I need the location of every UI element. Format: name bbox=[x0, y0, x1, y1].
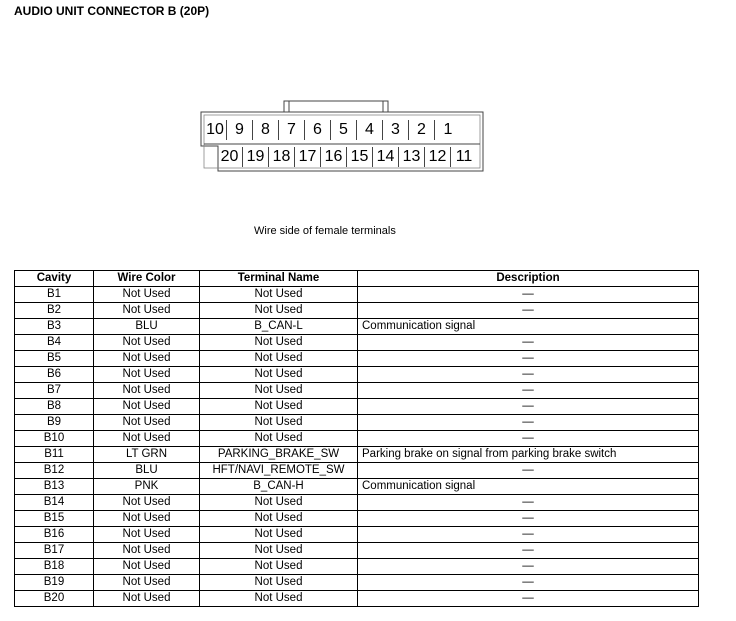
cavity-cell: B11 bbox=[15, 447, 94, 463]
table-row bbox=[15, 431, 699, 447]
terminal-name-cell: Not Used bbox=[200, 559, 358, 575]
description-cell: — bbox=[358, 559, 699, 575]
cavity-cell: B3 bbox=[15, 319, 94, 335]
header-wire-color: Wire Color bbox=[94, 271, 200, 287]
terminal-name-cell: Not Used bbox=[200, 575, 358, 591]
pin-label: 13 bbox=[399, 147, 425, 167]
table-row bbox=[15, 335, 699, 351]
cavity-cell: B18 bbox=[15, 559, 94, 575]
cavity-cell: B12 bbox=[15, 463, 94, 479]
wire-color-cell: Not Used bbox=[94, 383, 200, 399]
terminal-name-cell: Not Used bbox=[200, 431, 358, 447]
cavity-cell: B5 bbox=[15, 351, 94, 367]
description-cell: — bbox=[358, 415, 699, 431]
terminal-name-cell: B_CAN-H bbox=[200, 479, 358, 495]
wire-color-cell: Not Used bbox=[94, 303, 200, 319]
wire-color-cell: BLU bbox=[94, 319, 200, 335]
diagram-caption: Wire side of female terminals bbox=[254, 225, 396, 237]
wire-color-cell: Not Used bbox=[94, 527, 200, 543]
table-row bbox=[15, 319, 699, 335]
pin-label: 14 bbox=[373, 147, 399, 167]
wire-color-cell: BLU bbox=[94, 463, 200, 479]
connector-top-row bbox=[204, 120, 461, 140]
page-title: AUDIO UNIT CONNECTOR B (20P) bbox=[14, 4, 210, 18]
terminal-name-cell: Not Used bbox=[200, 511, 358, 527]
pin-label: 6 bbox=[305, 120, 331, 140]
terminal-name-cell: B_CAN-L bbox=[200, 319, 358, 335]
description-cell: — bbox=[358, 591, 699, 607]
pin-label: 17 bbox=[295, 147, 321, 167]
pin-label: 10 bbox=[204, 120, 227, 140]
table-header-row bbox=[15, 271, 699, 287]
wire-color-cell: PNK bbox=[94, 479, 200, 495]
table-row bbox=[15, 383, 699, 399]
table-row bbox=[15, 351, 699, 367]
description-cell: — bbox=[358, 399, 699, 415]
table-row bbox=[15, 543, 699, 559]
description-cell: Communication signal bbox=[358, 479, 699, 495]
terminal-name-cell: Not Used bbox=[200, 591, 358, 607]
pin-label: 16 bbox=[321, 147, 347, 167]
pin-label: 8 bbox=[253, 120, 279, 140]
cavity-cell: B9 bbox=[15, 415, 94, 431]
wire-color-cell: Not Used bbox=[94, 287, 200, 303]
cavity-cell: B1 bbox=[15, 287, 94, 303]
table-row bbox=[15, 399, 699, 415]
description-cell: — bbox=[358, 511, 699, 527]
terminal-name-cell: Not Used bbox=[200, 351, 358, 367]
cavity-cell: B16 bbox=[15, 527, 94, 543]
pin-label: 3 bbox=[383, 120, 409, 140]
terminal-name-cell: Not Used bbox=[200, 367, 358, 383]
table-row bbox=[15, 287, 699, 303]
cavity-cell: B13 bbox=[15, 479, 94, 495]
description-cell: — bbox=[358, 463, 699, 479]
terminal-name-cell: Not Used bbox=[200, 399, 358, 415]
terminal-name-cell: Not Used bbox=[200, 383, 358, 399]
wire-color-cell: Not Used bbox=[94, 367, 200, 383]
wire-color-cell: Not Used bbox=[94, 431, 200, 447]
pin-label: 1 bbox=[443, 121, 453, 138]
pin-label: 19 bbox=[243, 147, 269, 167]
header-terminal-name: Terminal Name bbox=[200, 271, 358, 287]
pin-label: 7 bbox=[279, 120, 305, 140]
description-cell: — bbox=[358, 383, 699, 399]
table-row bbox=[15, 527, 699, 543]
table-row bbox=[15, 511, 699, 527]
pin-label: 5 bbox=[331, 120, 357, 140]
description-cell: — bbox=[358, 303, 699, 319]
description-cell: Communication signal bbox=[358, 319, 699, 335]
pin-label: 18 bbox=[269, 147, 295, 167]
wire-color-cell: LT GRN bbox=[94, 447, 200, 463]
cavity-cell: B4 bbox=[15, 335, 94, 351]
table-row bbox=[15, 415, 699, 431]
description-cell: — bbox=[358, 287, 699, 303]
terminal-name-cell: Not Used bbox=[200, 335, 358, 351]
description-cell: — bbox=[358, 527, 699, 543]
pinout-table bbox=[14, 270, 699, 607]
wire-color-cell: Not Used bbox=[94, 511, 200, 527]
wire-color-cell: Not Used bbox=[94, 591, 200, 607]
terminal-name-cell: Not Used bbox=[200, 415, 358, 431]
table-row bbox=[15, 591, 699, 607]
cavity-cell: B14 bbox=[15, 495, 94, 511]
description-cell: — bbox=[358, 495, 699, 511]
table-row bbox=[15, 495, 699, 511]
terminal-name-cell: PARKING_BRAKE_SW bbox=[200, 447, 358, 463]
pin-label: 4 bbox=[357, 120, 383, 140]
wire-color-cell: Not Used bbox=[94, 543, 200, 559]
connector-bottom-row bbox=[217, 147, 477, 167]
terminal-name-cell: HFT/NAVI_REMOTE_SW bbox=[200, 463, 358, 479]
cavity-cell: B6 bbox=[15, 367, 94, 383]
connector-face-diagram bbox=[200, 100, 484, 172]
pin-label: 15 bbox=[347, 147, 373, 167]
description-cell: — bbox=[358, 335, 699, 351]
table-row bbox=[15, 463, 699, 479]
table-row bbox=[15, 367, 699, 383]
cavity-cell: B15 bbox=[15, 511, 94, 527]
wire-color-cell: Not Used bbox=[94, 495, 200, 511]
description-cell: — bbox=[358, 431, 699, 447]
pin-label: 11 bbox=[455, 148, 473, 165]
terminal-name-cell: Not Used bbox=[200, 303, 358, 319]
description-cell: — bbox=[358, 543, 699, 559]
wire-color-cell: Not Used bbox=[94, 575, 200, 591]
wire-color-cell: Not Used bbox=[94, 415, 200, 431]
wire-color-cell: Not Used bbox=[94, 399, 200, 415]
table-row bbox=[15, 559, 699, 575]
terminal-name-cell: Not Used bbox=[200, 543, 358, 559]
pin-label: 2 bbox=[409, 120, 435, 140]
header-description: Description bbox=[358, 271, 699, 287]
pin-label: 20 bbox=[217, 147, 243, 167]
description-cell: — bbox=[358, 575, 699, 591]
pin-label: 9 bbox=[227, 120, 253, 140]
table-row bbox=[15, 479, 699, 495]
cavity-cell: B20 bbox=[15, 591, 94, 607]
wire-color-cell: Not Used bbox=[94, 335, 200, 351]
table-row bbox=[15, 575, 699, 591]
terminal-name-cell: Not Used bbox=[200, 495, 358, 511]
cavity-cell: B19 bbox=[15, 575, 94, 591]
description-cell: — bbox=[358, 351, 699, 367]
cavity-cell: B10 bbox=[15, 431, 94, 447]
table-row bbox=[15, 447, 699, 463]
cavity-cell: B8 bbox=[15, 399, 94, 415]
cavity-cell: B2 bbox=[15, 303, 94, 319]
terminal-name-cell: Not Used bbox=[200, 287, 358, 303]
wire-color-cell: Not Used bbox=[94, 559, 200, 575]
description-cell: — bbox=[358, 367, 699, 383]
terminal-name-cell: Not Used bbox=[200, 527, 358, 543]
wire-color-cell: Not Used bbox=[94, 351, 200, 367]
cavity-cell: B7 bbox=[15, 383, 94, 399]
table-row bbox=[15, 303, 699, 319]
cavity-cell: B17 bbox=[15, 543, 94, 559]
pin-label: 12 bbox=[425, 147, 451, 167]
description-cell: Parking brake on signal from parking brake switch bbox=[358, 447, 699, 463]
header-cavity: Cavity bbox=[15, 271, 94, 287]
